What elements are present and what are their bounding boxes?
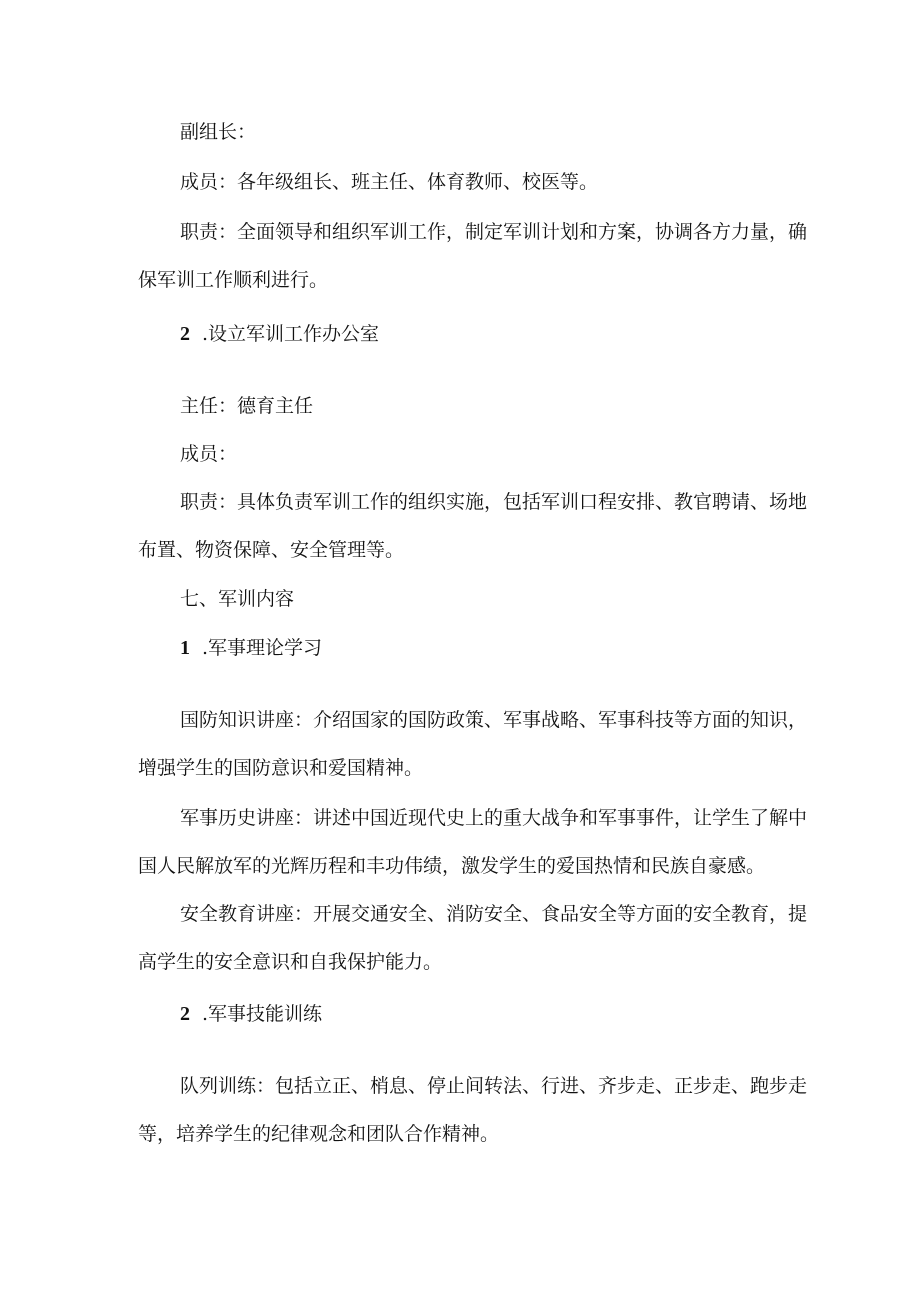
defense-lecture-line-2: 增强学生的国防意识和爱国精神。	[138, 757, 424, 779]
office-duties-line-1: 职责：具体负责军训工作的组织实施，包括军训口程安排、教官聘请、场地	[180, 491, 808, 513]
safety-lecture-line-2: 高学生的安全意识和自我保护能力。	[138, 951, 443, 973]
section-title: .军事技能训练	[202, 1003, 323, 1025]
section-heading-1	[180, 634, 322, 662]
section-title: .设立军训工作办公室	[202, 323, 380, 345]
duties-line-1: 职责：全面领导和组织军训工作，制定军训计划和方案，协调各方力量，确	[180, 221, 808, 243]
duties-line-2: 保军训工作顺利进行。	[138, 269, 329, 291]
section-heading-2	[180, 320, 379, 348]
office-members-line: 成员：	[180, 443, 238, 465]
drill-line-2: 等，培养学生的纪律观念和团队合作精神。	[138, 1123, 500, 1145]
section-number: 2	[180, 1003, 190, 1025]
defense-lecture-line-1: 国防知识讲座：介绍国家的国防政策、军事战略、军事科技等方面的知识，	[180, 709, 808, 731]
chapter-heading-7: 七、军训内容	[180, 588, 295, 610]
history-lecture-line-2: 国人民解放军的光辉历程和丰功伟绩，激发学生的爱国热情和民族自豪感。	[138, 855, 766, 877]
drill-line-1: 队列训练：包括立正、梢息、停止间转法、行进、齐步走、正步走、跑步走	[180, 1075, 808, 1097]
section-title: .军事理论学习	[202, 637, 323, 659]
members-line: 成员：各年级组长、班主任、体育教师、校医等。	[180, 171, 599, 193]
section-heading-2b	[180, 1000, 322, 1028]
safety-lecture-line-1: 安全教育讲座：开展交通安全、消防安全、食品安全等方面的安全教育，提	[180, 903, 808, 925]
section-number: 2	[180, 323, 190, 345]
section-number: 1	[180, 637, 190, 659]
office-duties-line-2: 布置、物资保障、安全管理等。	[138, 539, 405, 561]
vice-leader-line: 副组长：	[180, 121, 257, 143]
director-line: 主任：德育主任	[180, 395, 314, 417]
history-lecture-line-1: 军事历史讲座：讲述中国近现代史上的重大战争和军事事件，让学生了解中	[180, 807, 808, 829]
